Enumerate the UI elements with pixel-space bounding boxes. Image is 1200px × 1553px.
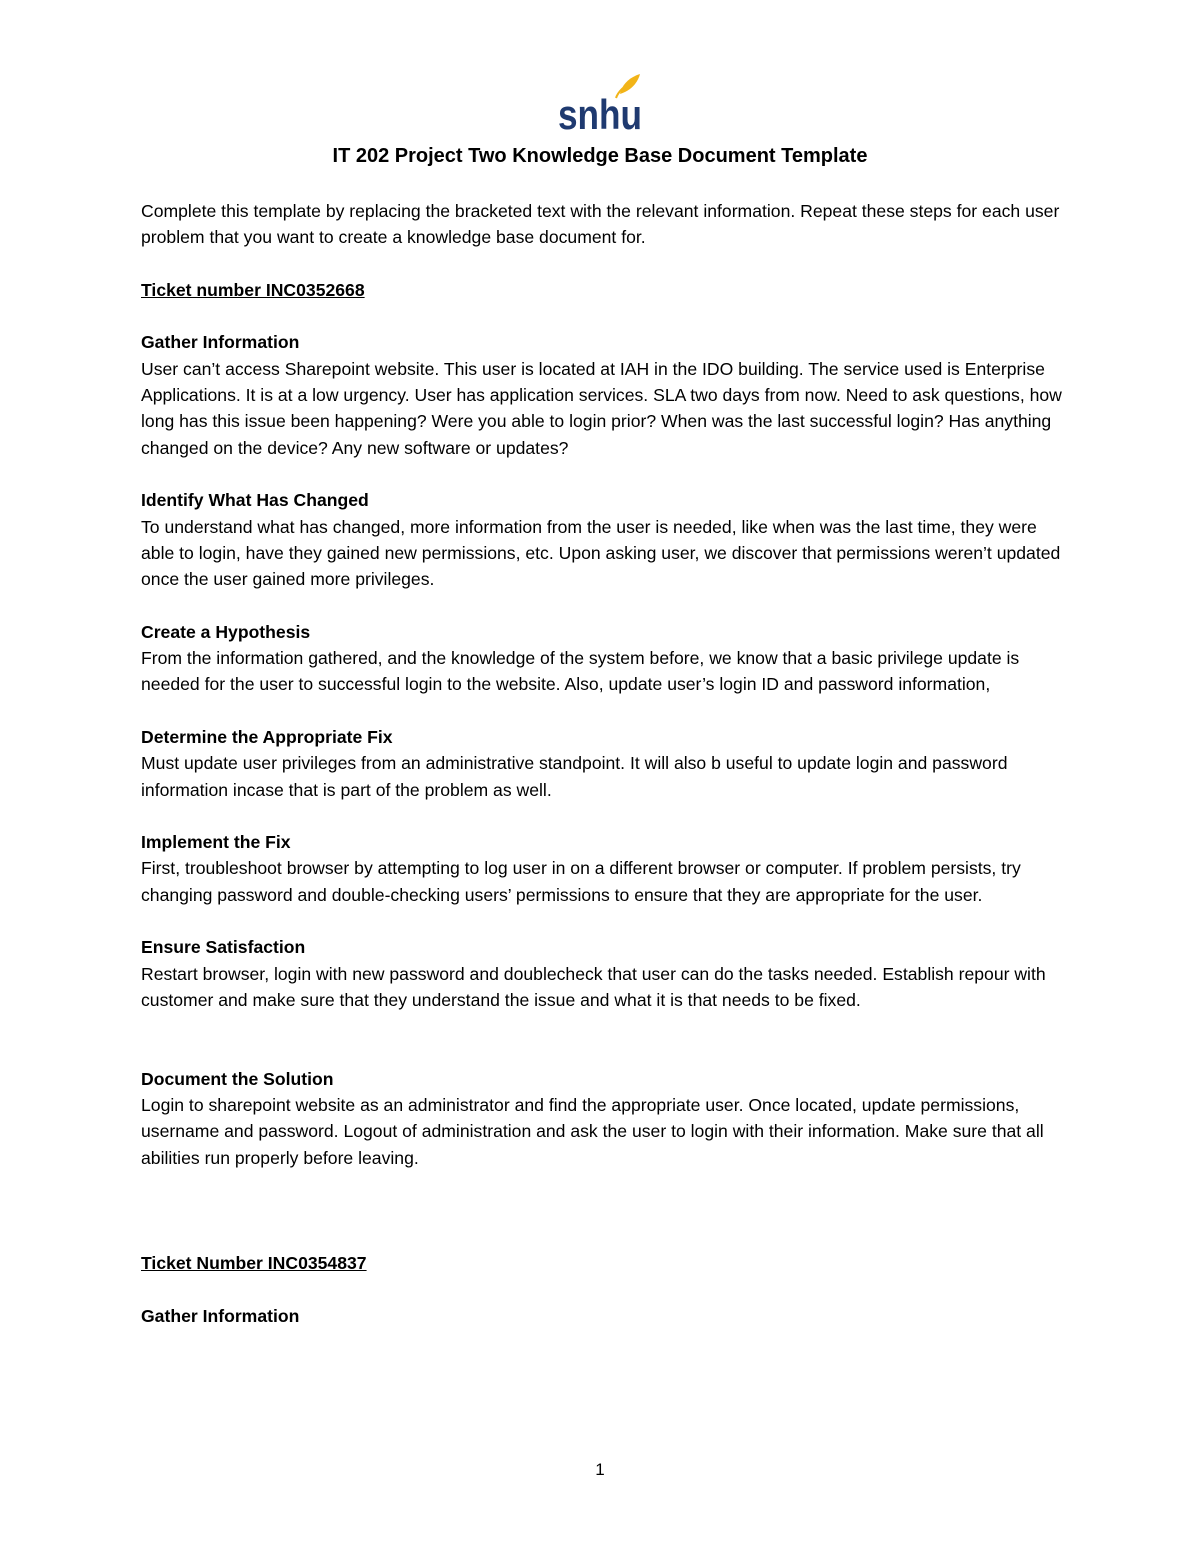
ticket-1-heading: Ticket number INC0352668 bbox=[141, 279, 365, 300]
spacer bbox=[141, 251, 1066, 277]
identify-changes-heading: Identify What Has Changed bbox=[141, 490, 369, 511]
intro-paragraph: Complete this template by replacing the bracketed text with the relevant information. Repeat these steps for each user problem that you want to create a knowledge base document for. bbox=[141, 201, 1060, 248]
implement-fix-heading: Implement the Fix bbox=[141, 832, 291, 853]
ticket-2-gather-information-heading: Gather Information bbox=[141, 1305, 300, 1326]
spacer bbox=[141, 803, 1066, 829]
document-solution-heading: Document the Solution bbox=[141, 1068, 334, 1089]
page-number: 1 bbox=[595, 1460, 605, 1479]
gather-information-body: User can’t access Sharepoint website. This user is located at IAH in the IDO building. The service used is Enterprise Applications. It is at a low urgency. User has application services. SLA two days from now. Need to ask questions, how long has this issue been happening? Were you able to login prior? When was the last successful login? Has anything changed on the device? Any new software or updates? bbox=[141, 358, 1062, 458]
spacer bbox=[141, 1171, 1066, 1250]
identify-changes-body: To understand what has changed, more information from the user is needed, like when was the last time, they were able to login, have they gained new permissions, etc. Upon asking user, we discover that permissions weren’t updated once the user gained more privileges. bbox=[141, 516, 1061, 590]
hypothesis-body: From the information gathered, and the knowledge of the system before, we know that a basic privilege update is needed for the user to successful login to the website. Also, update user’s login ID and password information, bbox=[141, 648, 1020, 695]
spacer bbox=[141, 1013, 1066, 1066]
snhu-logo-graphic bbox=[556, 72, 646, 138]
spacer bbox=[141, 908, 1066, 934]
gather-information-heading: Gather Information bbox=[141, 332, 300, 353]
logo-wordmark: snhu bbox=[558, 91, 642, 138]
determine-fix-heading: Determine the Appropriate Fix bbox=[141, 726, 393, 747]
determine-fix-body: Must update user privileges from an administrative standpoint. It will also b useful to update login and password information incase that is part of the problem as well. bbox=[141, 753, 1008, 800]
spacer bbox=[141, 1276, 1066, 1302]
snhu-logo bbox=[556, 72, 646, 138]
ensure-satisfaction-body: Restart browser, login with new password and doublecheck that user can do the tasks needed. Establish repour with customer and make sure that they understand the issue and what it is that needs to be fixed. bbox=[141, 963, 1046, 1010]
spacer bbox=[141, 698, 1066, 724]
hypothesis-heading: Create a Hypothesis bbox=[141, 621, 311, 642]
spacer bbox=[141, 303, 1066, 329]
implement-fix-body: First, troubleshoot browser by attempting to log user in on a different browser or computer. If problem persists, try changing password and double-checking users’ permissions to ensure that they are appropriate for the user. bbox=[141, 858, 1021, 905]
spacer bbox=[141, 461, 1066, 487]
ensure-satisfaction-heading: Ensure Satisfaction bbox=[141, 937, 306, 958]
ticket-2-heading: Ticket Number INC0354837 bbox=[141, 1252, 367, 1273]
spacer bbox=[141, 592, 1066, 618]
document-title: IT 202 Project Two Knowledge Base Document Template bbox=[332, 145, 868, 167]
document-solution-body: Login to sharepoint website as an administrator and find the appropriate user. Once located, update permissions, username and password. Logout of administration and ask the user to login with their information. Make sure that all abilities run properly before leaving. bbox=[141, 1095, 1044, 1168]
document-body bbox=[141, 198, 1066, 1329]
